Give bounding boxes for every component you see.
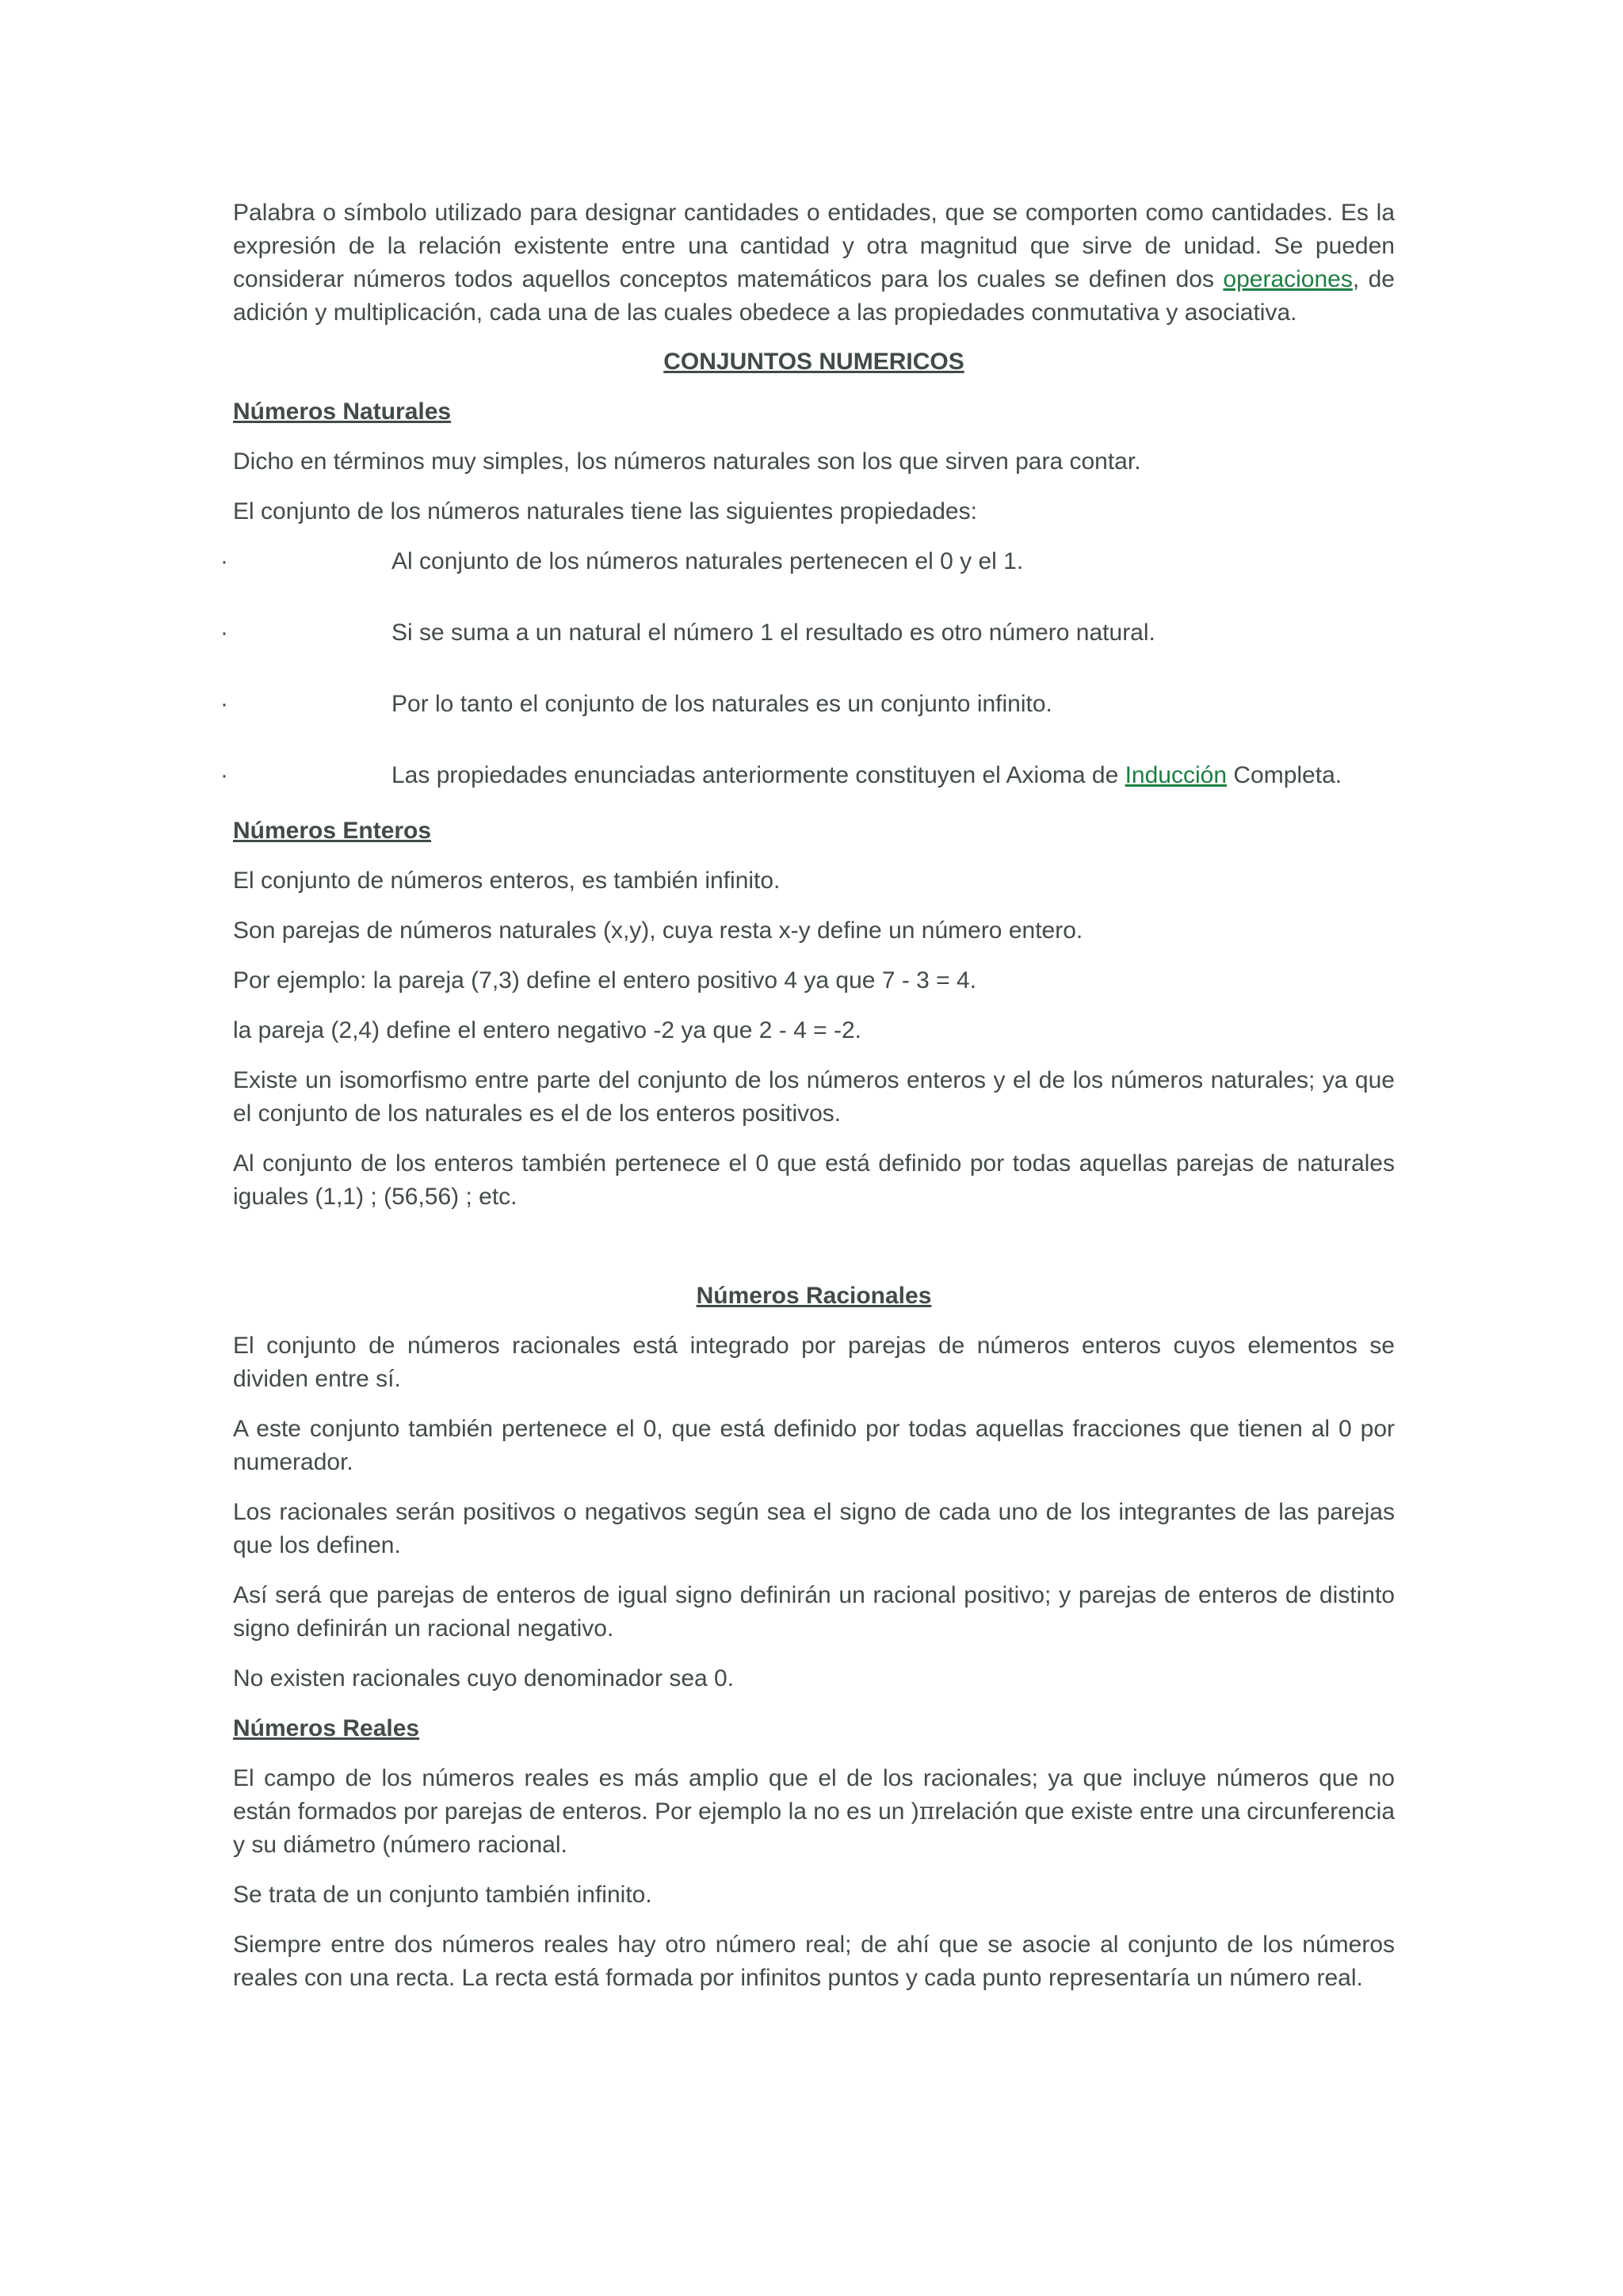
racionales-heading: Números Racionales	[696, 1283, 932, 1309]
enteros-heading: Números Enteros	[233, 818, 432, 844]
enteros-paragraph: El conjunto de números enteros, es también infinito.	[233, 868, 781, 894]
intro-text-1: Palabra o símbolo utilizado para designar cantidades o entidades, que se comporten como cantidades. Es la expresión de la relación existente entre una cantidad y otra magnitud que sirve de unidad. Se pueden considerar números todos aquellos conceptos matemáticos para los cuales se definen dos	[233, 200, 1395, 292]
list-item	[220, 545, 1395, 578]
reales-paragraph: Se trata de un conjunto también infinito.	[233, 1882, 652, 1908]
reales-text-1: El campo de los números reales es más amplio que el de los racionales; ya que incluye números que no están formados por parejas de enteros. Por ejemplo la no es un )	[233, 1765, 1395, 1825]
bullet-marker: ·	[220, 548, 228, 574]
naturales-paragraph: Dicho en términos muy simples, los números naturales son los que sirven para contar.	[233, 448, 1141, 475]
reales-paragraph: Siempre entre dos números reales hay otro número real; de ahí que se asocie al conjunto de los números reales con una recta. La recta está formada por infinitos puntos y cada punto representaría un número real.	[233, 1932, 1395, 1991]
racionales-paragraph: No existen racionales cuyo denominador sea 0.	[233, 1665, 735, 1691]
list-item-text: Al conjunto de los números naturales pertenecen el 0 y el 1.	[391, 548, 1024, 574]
document-body	[220, 196, 1396, 2012]
naturales-paragraph: El conjunto de los números naturales tiene las siguientes propiedades:	[233, 498, 977, 524]
pi-symbol: π	[918, 1798, 935, 1825]
naturales-properties-list	[220, 545, 1395, 792]
list-item-text: Las propiedades enunciadas anteriormente constituyen el Axioma de	[391, 762, 1125, 788]
reales-text-2: relación que existe entre una circunferencia y su diámetro (número racional.	[233, 1798, 1396, 1858]
naturales-heading: Números Naturales	[233, 399, 452, 425]
main-title: CONJUNTOS NUMERICOS	[663, 349, 964, 375]
list-item-text: Por lo tanto el conjunto de los naturales es un conjunto infinito.	[391, 691, 1052, 717]
list-item	[220, 688, 1395, 721]
racionales-paragraph: A este conjunto también pertenece el 0, que está definido por todas aquellas fracciones que tienen al 0 por numerador.	[233, 1416, 1395, 1475]
enteros-paragraph: Por ejemplo: la pareja (7,3) define el entero positivo 4 ya que 7 - 3 = 4.	[233, 967, 977, 994]
operaciones-link[interactable]: operaciones	[1223, 266, 1353, 292]
reales-paragraph	[233, 1762, 1395, 1862]
enteros-paragraph: Son parejas de números naturales (x,y), cuya resta x-y define un número entero.	[233, 917, 1083, 944]
intro-text-2: , de adición y multiplicación, cada una de las cuales obedece a las propiedades conmutativa y asociativa.	[233, 266, 1395, 326]
racionales-paragraph: El conjunto de números racionales está integrado por parejas de números enteros cuyos elementos se dividen entre sí.	[233, 1333, 1395, 1392]
enteros-paragraph: Al conjunto de los enteros también pertenece el 0 que está definido por todas aquellas parejas de naturales iguales (1,1) ; (56,56) ; etc.	[233, 1150, 1395, 1210]
induccion-link[interactable]: Inducción	[1125, 762, 1228, 788]
list-item-text: Si se suma a un natural el número 1 el resultado es otro número natural.	[391, 620, 1155, 646]
list-item	[220, 616, 1395, 650]
bullet-marker: ·	[220, 762, 228, 788]
racionales-paragraph: Así será que parejas de enteros de igual signo definirán un racional positivo; y parejas de enteros de distinto signo definirán un racional negativo.	[233, 1582, 1395, 1642]
list-item-text: Completa.	[1227, 762, 1342, 788]
reales-heading: Números Reales	[233, 1715, 420, 1741]
list-item	[220, 759, 1395, 792]
enteros-paragraph: Existe un isomorfismo entre parte del conjunto de los números enteros y el de los números naturales; ya que el conjunto de los naturales es el de los enteros positivos.	[233, 1067, 1395, 1127]
intro-paragraph	[233, 196, 1395, 330]
racionales-paragraph: Los racionales serán positivos o negativos según sea el signo de cada uno de los integrantes de las parejas que los definen.	[233, 1499, 1395, 1558]
bullet-marker: ·	[220, 620, 228, 646]
bullet-marker: ·	[220, 691, 228, 717]
section-spacer	[233, 1230, 1395, 1280]
enteros-paragraph: la pareja (2,4) define el entero negativo -2 ya que 2 - 4 = -2.	[233, 1017, 861, 1043]
